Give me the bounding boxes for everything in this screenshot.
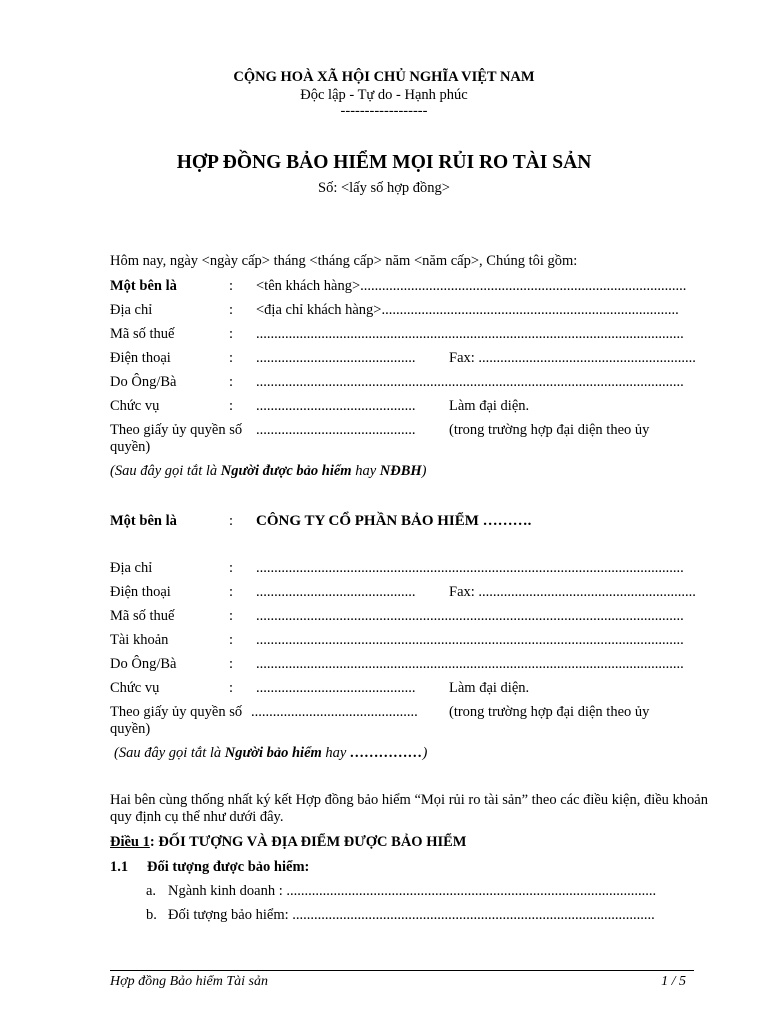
row-colon: : [229,608,234,624]
party-b-row [110,606,716,626]
proxy-dots: .............................................. [251,704,418,720]
alias-text: hay [351,463,380,479]
row-label: Tài khoản [110,632,169,648]
article-number: Điều 1 [110,834,150,850]
alias-term: Người được bảo hiểm [220,463,352,479]
row-colon: : [229,350,234,366]
row-colon: : [229,326,234,342]
row-label: Điện thoại [110,584,171,600]
section-number: 1.1 [110,859,129,875]
contract-number: Số: <lấy số hợp đồng> [318,180,450,196]
row-label: Điện thoại [110,350,171,366]
article-title: : ĐỐI TƯỢNG VÀ ĐỊA ĐIỂM ĐƯỢC BẢO HIỂM [149,834,467,850]
row-colon: : [229,632,234,648]
party-b-row [110,678,716,698]
row-label: Chức vụ [110,398,160,414]
row-value: ............................................ [256,398,416,414]
row-label: Do Ông/Bà [110,656,177,672]
list-text: Đối tượng bảo hiểm: .................................................................................................... [168,907,655,923]
alias-text: ) [422,745,428,761]
row-value: <tên khách hàng>.......................................................................................... [256,278,687,294]
party-a-proxy-cont: quyền) [110,439,151,455]
party-a-row [110,324,716,344]
row-value: ............................................ [256,680,416,696]
row-value: ...................................................................................................................... [256,560,684,576]
party-a-row [110,396,716,416]
proxy-label: Theo giấy ủy quyền số [110,422,243,438]
party-a-row [110,372,716,392]
party-b-row [110,630,716,650]
row-colon: : [229,302,234,318]
row-label: Chức vụ [110,680,160,696]
row-colon: : [229,560,234,576]
party-b-header-row [110,510,716,532]
page-footer [110,973,686,991]
alias-text: hay [321,745,350,761]
page-number: 1 / 5 [661,974,686,989]
alias-term: Người bảo hiểm [224,745,322,761]
row-value: ...................................................................................................................... [256,326,684,342]
row-value-secondary: Fax: ............................................................ [449,584,696,600]
party-b-proxy-cont: quyền) [110,721,151,737]
row-colon: : [229,656,234,672]
row-label: Địa chỉ [110,560,153,576]
alias-text: (Sau đây gọi tắt là [110,463,221,479]
party-b-row [110,558,716,578]
row-value-secondary: Làm đại diện. [449,398,530,414]
row-colon: : [229,584,234,600]
footer-title: Hợp đồng Bảo hiểm Tài sản [110,974,268,989]
row-colon: : [229,513,234,529]
row-label: Một bên là [110,513,177,529]
insurer-company-name: CÔNG TY CỔ PHẦN BẢO HIỂM ………. [256,513,532,529]
agreement-paragraph: Hai bên cùng thống nhất ký kết Hợp đồng bảo hiểm “Mọi rủi ro tài sản” theo các điều kiện, điều khoản quy định cụ thể như dưới đây. [110,792,708,825]
section-1-1-heading [110,857,716,877]
national-motto: Độc lập - Tự do - Hạnh phúc [300,87,468,103]
party-b-row [110,654,716,674]
list-item [110,881,716,901]
proxy-note: (trong trường hợp đại diện theo ủy [449,422,650,438]
list-text: Ngành kinh doanh : ...................................................................................................... [168,883,657,899]
row-value: ...................................................................................................................... [256,656,684,672]
party-a-row [110,276,716,296]
party-a-row [110,300,716,320]
party-b-alias [114,743,720,763]
row-colon: : [229,374,234,390]
row-label: Địa chỉ [110,302,153,318]
article-1-heading [110,832,716,852]
list-marker: a. [146,883,157,899]
row-colon: : [229,680,234,696]
list-marker: b. [146,907,157,923]
party-b-row [110,582,716,602]
row-colon: : [229,398,234,414]
row-value: ............................................ [256,350,416,366]
row-value: <địa chỉ khách hàng>.................................................................................. [256,302,679,318]
section-title: Đối tượng được bảo hiểm: [147,859,310,875]
row-label: Mã số thuế [110,326,175,342]
alias-text: (Sau đây gọi tắt là [114,745,225,761]
footer-divider [110,970,694,971]
row-value: ...................................................................................................................... [256,632,684,648]
header-separator: ------------------ [340,103,428,119]
row-value: ...................................................................................................................... [256,374,684,390]
alias-abbr: …………… [349,745,423,761]
row-value-secondary: Làm đại diện. [449,680,530,696]
alias-abbr: NĐBH [379,463,422,479]
proxy-note: (trong trường hợp đại diện theo ủy [449,704,650,720]
row-colon: : [229,278,234,294]
row-label: Một bên là [110,278,177,294]
party-a-row [110,348,716,368]
row-label: Mã số thuế [110,608,175,624]
country-name: CỘNG HOÀ XÃ HỘI CHỦ NGHĨA VIỆT NAM [233,69,535,85]
party-a-alias [110,461,716,481]
proxy-label: Theo giấy ủy quyền số [110,704,243,720]
list-item [110,905,716,925]
intro-line: Hôm nay, ngày <ngày cấp> tháng <tháng cấp> năm <năm cấp>, Chúng tôi gồm: [110,253,578,269]
row-value: ...................................................................................................................... [256,608,684,624]
row-value: ............................................ [256,584,416,600]
alias-text: ) [421,463,427,479]
row-value-secondary: Fax: ............................................................ [449,350,696,366]
document-title: HỢP ĐỒNG BẢO HIỂM MỌI RỦI RO TÀI SẢN [176,152,592,173]
proxy-dots: ............................................ [256,422,416,438]
row-label: Do Ông/Bà [110,374,177,390]
